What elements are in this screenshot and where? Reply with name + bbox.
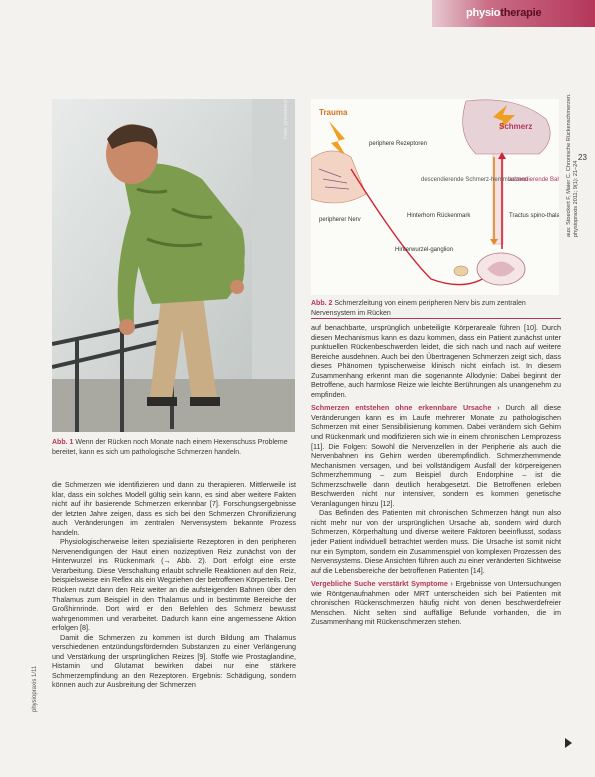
continue-arrow-icon <box>565 738 572 748</box>
left-paragraph-2: Physiologischerweise leiten spezialisierte Rezeptoren in den peripheren Nervenendigungen der Haut einen nozizeptiven Reiz zunächst von der Hinterwurzel ins Rückenmark (→ Abb. 2). Dort erfolgt eine erste Verarbeitung. Diese Verschaltung erlaubt schnelle Reaktionen auf den Reiz, beispielsweise ein Reflex als ein Wegziehen der betroffenen Körperteils. Der Rücken nutzt dann den Reiz weiter an die aufsteigenden Bahnen über den Thalamus zum Beispiel in den Thalamus und in bestimmte Bereiche der Großhirnrinde. Dort wird er den Befehlen des Schmerz bewusst wahrgenommen und verarbeitet. Dadurch kann eine angemessene Aktion erfolgen [8]. <box>52 537 296 633</box>
photo-man-back-pain <box>52 99 295 432</box>
right-paragraph-1: auf benachbarte, ursprünglich unbeteiligte Körperareale führen [10]. Durch diesen Mechanismus kann es dazu kommen, dass ein Patient zunächst unter punktuellen Rückenbeschwerden leidet, die sich nach und nach auf weitere Bereiche ausdehnen. Auch bei den Übertragenen Schmerzen zeigt sich, dass dieses Phänomen typischerweise klinisch nicht einfach ist. In diesem Zusammenhang erkennt man die sogenannte Allodynie: Dabei beginnt der Betroffene, auch harmlose Reize wie leichte Berührungen als unangenehm zu empfinden. <box>311 323 561 399</box>
brand-part-1: physio <box>466 7 501 19</box>
label-trauma: Trauma <box>319 108 348 117</box>
left-paragraph-1: die Schmerzen wie identifizieren und dann zu therapieren. Mittlerweile ist klar, dass ein solches Modell gültig sein kann, es sind aber weitere Fakten nicht auf ihr basierende Schmerzen erkennbar [7]. Forschungsergebnisse der letzten Jahre zeigen, dass es sich bei den Schmerzen Chronifizierung auch Veränderungen im zentralen Nervensystem bekannte Prozess handeln. <box>52 480 296 537</box>
section-brand <box>466 7 541 19</box>
label-absteigende-bahnen: descendierende Schmerz-hemmbahnen <box>421 177 528 183</box>
body-column-left <box>52 480 296 690</box>
right-paragraph-3: Das Befinden des Patienten mit chronischen Schmerzen hängt nun also nicht mehr nur von der ursprünglichen Ursache ab, sondern wird durch Schmerzen, Körperhaltung und diverse weitere Faktoren beeinflusst, sodass jeder Patient individuell betrachtet werden muss. Die Ursache ist somit nicht nur ein Symptom, sondern ein Zusammenspiel von komplexen Prozessen des Nervensystems. Diese Ansichten führen auch zu einer veränderten Sichtweise auf die Lebensbereiche der betroffenen Patienten [14]. <box>311 508 561 575</box>
label-rueckenmark: Hinterhorn Rückenmark <box>407 213 471 219</box>
caption-divider <box>311 318 561 319</box>
pain-pathway-svg <box>311 99 559 295</box>
page-number: 23 <box>578 153 587 162</box>
label-peripherer-nerv: peripherer Nerv <box>319 217 361 223</box>
photo-illustration <box>52 99 295 432</box>
right-paragraph-2-text: › Durch all diese Veränderungen kann es im Laufe mehrerer Monate zu pathologischen Schmerzen mit einer Sensibilisierung kommen. Dabei verändern sich Gehirn und Rückenmark und modifizieren sich wie in einem chronischen Lernprozess [11]. Die Folgen: Sowohl die Nervenzellen in der Peripherie als auch die Nervenbahnen ins Gehirn werden überempfindlich. Schmerzhemmende Mechanismen versagen, und bei vollständigem Ausfall der körpereigenen Schmerzhemmung – zum Beispiel durch Endorphine – ist die Schmerzschwelle dann deutlich herabgesetzt. Die Betroffenen erleben Beschwerden nicht nur intensiver, sondern es kommen genetische Veranlagungen hinzu [12]. <box>311 403 561 508</box>
right-paragraph-4-text: › Ergebnisse von Untersuchungen wie Röntgenaufnahmen oder MRT unterscheiden sich bei Patienten mit chronischen Rückenschmerzen häufig nicht von denen beschwerdefreier Menschen. Nicht selten sind auffällige Befunde vorhanden, die im Zusammenhang mit Rückenschmerzen stehen. <box>311 579 561 627</box>
figure2-caption <box>311 299 561 318</box>
label-spinothalamicus: Tractus spino-thala <box>509 213 559 219</box>
label-spinalganglion: Hinterwurzel-ganglion <box>395 247 454 253</box>
label-aufsteigende-bahnen: aszendierende Ba <box>509 177 558 183</box>
photo-credit: Foto: pressetext <box>283 99 289 139</box>
right-paragraph-2 <box>311 403 561 508</box>
side-reference: aus: Stoeckert F, Maier C. Chronische Rückenschmerzen. physiopraxis 2011; 9(1): 21–24 <box>566 93 579 237</box>
figure1-caption <box>52 438 296 457</box>
figure1-caption-label: Abb. 1 <box>52 439 74 446</box>
right-heading-4: Vergebliche Suche verstärkt Symptome <box>311 579 448 589</box>
right-heading-2: Schmerzen entstehen ohne erkennbare Ursache <box>311 403 492 413</box>
brand-part-2: therapie <box>500 7 542 19</box>
figure2-caption-label: Abb. 2 <box>311 300 333 307</box>
right-paragraph-4 <box>311 579 561 627</box>
figure2-caption-text: Schmerzleitung von einem peripheren Nerv bis zum zentralen Nervensystem im Rücken <box>311 300 526 317</box>
pain-pathway-diagram <box>311 99 559 295</box>
left-paragraph-3: Damit die Schmerzen zu kommen ist durch Bildung am Thalamus verschiedenen entzündungsfördernden Substanzen zu einer Verlängerung und Verstärkung der ursprünglichen Reizes [9]. Stoffe wie Prostaglandine, Histamin und Glutamat bewirken dabei nur eine stärkere Schmerzempfindung an den Rezeptoren. Ergebnis: Schädigung, sondern können auch zur Ausbreitung der Schmerzen <box>52 632 296 690</box>
label-schmerz: Schmerz <box>499 122 533 131</box>
footer-vertical: physiopraxis 1/11 <box>32 665 38 712</box>
body-column-right <box>311 323 561 627</box>
label-periphere-rezeptoren: periphere Rezeptoren <box>369 141 428 147</box>
figure1-caption-text: Wenn der Rücken noch Monate nach einem Hexenschuss Probleme bereitet, kann es sich um pathologische Schmerzen handeln. <box>52 439 288 456</box>
